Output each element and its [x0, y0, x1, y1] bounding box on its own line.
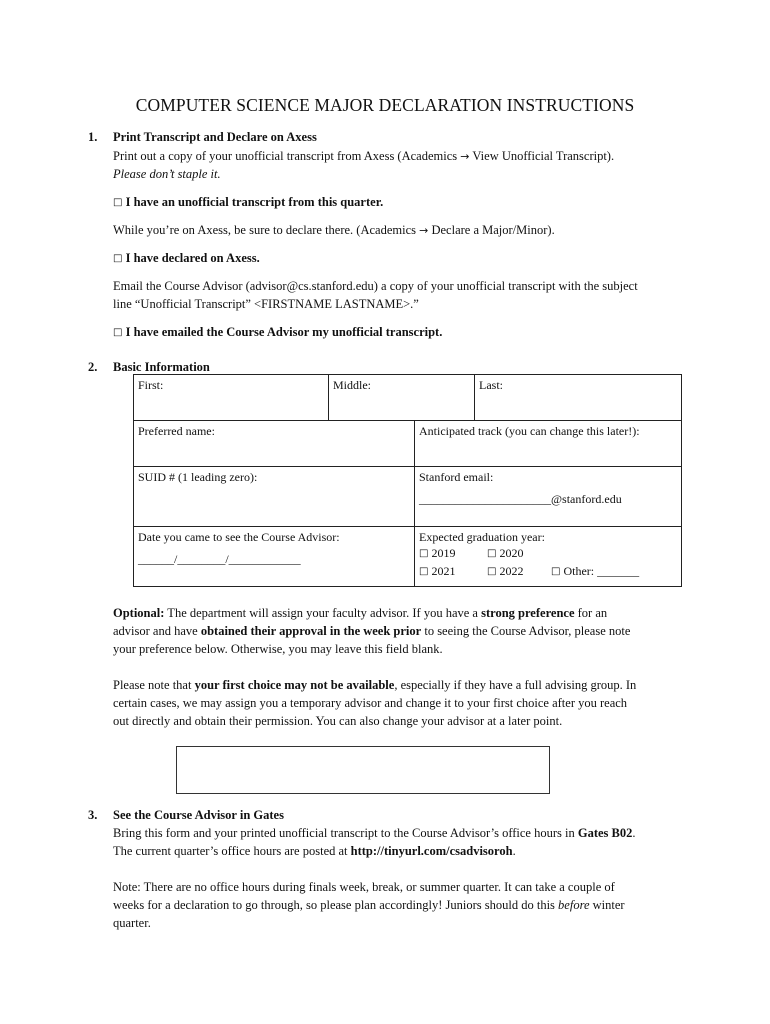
checkbox-icon[interactable]: □ — [113, 327, 123, 338]
anticipated-track-label: Anticipated track (you can change this later!): — [419, 424, 640, 438]
gates-text-1: Bring this form and your printed unofficial transcript to the Course Advisor’s office hours in — [113, 826, 578, 840]
before-text: before — [558, 898, 590, 912]
section-3-heading: See the Course Advisor in Gates — [113, 808, 284, 822]
visit-date-label: Date you came to see the Course Advisor: — [138, 530, 340, 544]
transcript-text-b: View Unofficial Transcript). — [472, 149, 615, 163]
checkbox-icon[interactable]: □ — [487, 566, 497, 577]
transcript-text-a: Print out a copy of your unofficial transcript from Axess (Academics — [113, 149, 458, 163]
year-other-label: Other: _______ — [563, 564, 640, 578]
note-line-3: out directly and obtain their permission. You can also change your advisor at a later point. — [113, 714, 563, 728]
year-option-2021[interactable] — [419, 563, 487, 581]
year-2021-label: 2021 — [431, 564, 456, 578]
email-instruction-line-2: line “Unofficial Transcript” <FIRSTNAME LASTNAME>.” — [113, 297, 419, 311]
first-name-label: First: — [138, 378, 164, 392]
gates-room-text: Gates B02 — [577, 826, 633, 840]
checkbox-transcript[interactable] — [113, 193, 703, 213]
declare-instruction — [113, 221, 703, 240]
office-hours-period: . — [512, 844, 516, 858]
graduation-year-label: Expected graduation year: — [419, 530, 545, 544]
middle-name-field[interactable] — [329, 375, 475, 421]
section-1-number: 1. — [88, 130, 98, 144]
section-3-number: 3. — [88, 808, 98, 822]
checkbox-declared-label: I have declared on Axess. — [125, 251, 260, 265]
checkbox-declared[interactable] — [113, 249, 703, 269]
arrow-right-icon: → — [419, 224, 429, 237]
note-text-1: Please note that — [113, 678, 195, 692]
checkbox-icon[interactable]: □ — [113, 197, 123, 208]
preferred-name-label: Preferred name: — [138, 424, 215, 438]
preferred-name-field[interactable] — [134, 421, 415, 467]
first-name-field[interactable] — [134, 375, 329, 421]
arrow-right-icon: → — [460, 150, 470, 163]
suid-label: SUID # (1 leading zero): — [138, 470, 258, 484]
declare-text-a: While you’re on Axess, be sure to declare there. (Academics — [113, 223, 417, 237]
office-hours-text: The current quarter’s office hours are posted at — [113, 844, 351, 858]
approval-text: obtained their approval in the week prior — [200, 624, 422, 638]
note-text-2: , especially if they have a full advising group. In — [394, 678, 637, 692]
year-option-other[interactable] — [551, 563, 671, 581]
checkbox-emailed-label: I have emailed the Course Advisor my unofficial transcript. — [125, 325, 443, 339]
advisor-preference-box[interactable] — [176, 746, 550, 794]
final-note-line-3: quarter. — [113, 916, 151, 930]
stanford-email-blank: ______________________@stanford.edu — [419, 492, 622, 506]
final-note-text-1: weeks for a declaration to go through, so please plan accordingly! Juniors should do this — [113, 898, 559, 912]
section-1-heading: Print Transcript and Declare on Axess — [113, 130, 317, 144]
gates-line-2 — [113, 842, 703, 860]
last-name-field[interactable] — [475, 375, 682, 421]
office-hours-link[interactable]: http://tinyurl.com/csadvisoroh — [350, 844, 513, 858]
stanford-email-field[interactable] — [415, 467, 682, 527]
year-option-2020[interactable] — [487, 545, 551, 563]
year-2019-label: 2019 — [431, 546, 456, 560]
checkbox-icon[interactable]: □ — [113, 253, 123, 264]
gates-text-2: . — [632, 826, 636, 840]
year-option-2022[interactable] — [487, 563, 551, 581]
final-note-line-1: Note: There are no office hours during finals week, break, or summer quarter. It can take a couple of — [113, 880, 615, 894]
middle-name-label: Middle: — [333, 378, 371, 392]
optional-text-2: for an — [574, 606, 608, 620]
year-2020-label: 2020 — [499, 546, 524, 560]
checkbox-emailed[interactable] — [113, 323, 703, 343]
basic-info-table — [133, 374, 682, 587]
final-note-text-2: winter — [589, 898, 625, 912]
optional-text-3: advisor and have — [113, 624, 201, 638]
no-staple-note: Please don’t staple it. — [113, 167, 221, 181]
first-choice-text: your first choice may not be available — [194, 678, 395, 692]
year-2022-label: 2022 — [499, 564, 524, 578]
page-title: COMPUTER SCIENCE MAJOR DECLARATION INSTRUCTIONS — [135, 95, 635, 115]
last-name-label: Last: — [479, 378, 503, 392]
optional-line-1 — [113, 604, 703, 622]
graduation-year-field — [415, 527, 682, 587]
strong-preference-text: strong preference — [481, 606, 575, 620]
stanford-email-label: Stanford email: — [419, 470, 494, 484]
section-2-heading: Basic Information — [113, 360, 210, 374]
section-2-number: 2. — [88, 360, 98, 374]
note-line-2: certain cases, we may assign you a temporary advisor and change it to your first choice after you reach — [113, 696, 628, 710]
optional-line-2 — [113, 622, 703, 640]
optional-line-3: your preference below. Otherwise, you may leave this field blank. — [113, 642, 443, 656]
checkbox-icon[interactable]: □ — [419, 566, 429, 577]
anticipated-track-field[interactable] — [415, 421, 682, 467]
checkbox-icon[interactable]: □ — [487, 548, 497, 559]
visit-date-field[interactable] — [134, 527, 415, 587]
year-option-2019[interactable] — [419, 545, 487, 563]
final-note-line-2 — [113, 896, 703, 914]
suid-field[interactable] — [134, 467, 415, 527]
optional-text-1: The department will assign your faculty advisor. If you have a — [164, 606, 482, 620]
gates-line-1 — [113, 824, 703, 842]
optional-text-4: to seeing the Course Advisor, please note — [421, 624, 631, 638]
checkbox-transcript-label: I have an unofficial transcript from this quarter. — [125, 195, 384, 209]
declare-text-b: Declare a Major/Minor). — [431, 223, 555, 237]
email-instruction-line-1: Email the Course Advisor (advisor@cs.stanford.edu) a copy of your unofficial transcript with the subject — [113, 279, 638, 293]
transcript-instruction — [113, 147, 703, 166]
note-line-1 — [113, 676, 703, 694]
optional-label: Optional: — [113, 606, 165, 620]
visit-date-blank: ______/________/____________ — [138, 552, 301, 566]
checkbox-icon[interactable]: □ — [419, 548, 429, 559]
checkbox-icon[interactable]: □ — [551, 566, 561, 577]
